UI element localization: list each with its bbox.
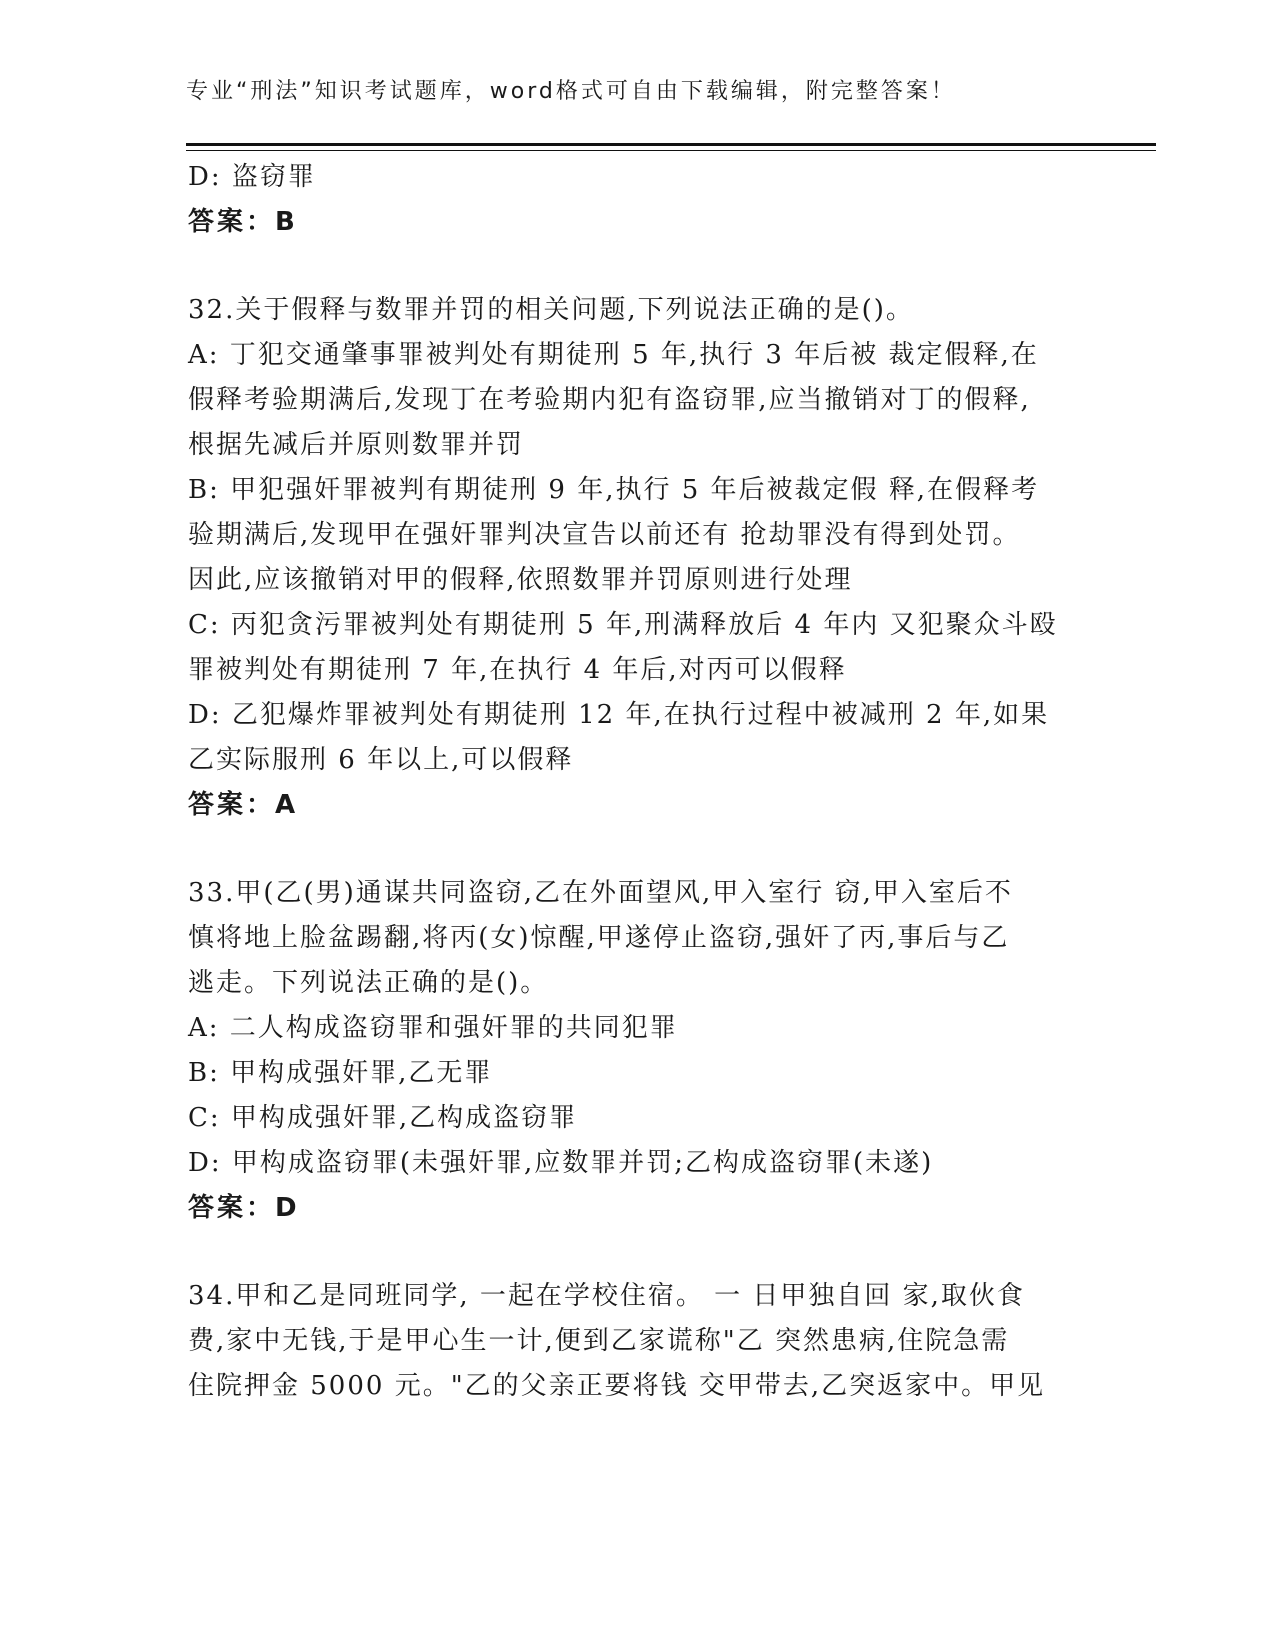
q32-option-a-line-3: 根据先减后并原则数罪并罚 (188, 430, 525, 460)
q32-option-b-line-1: B: 甲犯强奸罪被判有期徒刑 9 年,执行 5 年后被裁定假 释,在假释考 (188, 475, 1040, 505)
q32-option-d-line-2: 乙实际服刑 6 年以上,可以假释 (188, 745, 574, 775)
q33-option-b: B: 甲构成强奸罪,乙无罪 (188, 1058, 493, 1088)
page-header: 专业“刑法”知识考试题库，word格式可自由下载编辑，附完整答案！ (186, 79, 956, 104)
header-rule-thin (186, 150, 1156, 151)
q31-answer: 答案：B (188, 207, 298, 237)
q33-option-a: A: 二人构成盗窃罪和强奸罪的共同犯罪 (188, 1013, 678, 1043)
q33-stem-line-2: 慎将地上脸盆踢翻,将丙(女)惊醒,甲遂停止盗窃,强奸了丙,事后与乙 (188, 923, 1010, 953)
q32-option-c-line-1: C: 丙犯贪污罪被判处有期徒刑 5 年,刑满释放后 4 年内 又犯聚众斗殴 (188, 610, 1058, 640)
q32-answer: 答案：A (188, 790, 299, 820)
spacer (188, 1231, 1108, 1274)
q32-option-a-line-2: 假释考验期满后,发现丁在考验期内犯有盗窃罪,应当撤销对丁的假释, (188, 385, 1031, 415)
q34-stem-line-1: 34.甲和乙是同班同学, 一起在学校住宿。 一 日甲独自回 家,取伙食 (188, 1281, 1025, 1311)
q32-stem: 32.关于假释与数罪并罚的相关问题,下列说法正确的是()。 (188, 295, 914, 325)
q32-option-a-line-1: A: 丁犯交通肇事罪被判处有期徒刑 5 年,执行 3 年后被 裁定假释,在 (188, 340, 1039, 370)
q33-stem-line-1: 33.甲(乙(男)通谋共同盗窃,乙在外面望风,甲入室行 窃,甲入室后不 (188, 878, 1013, 908)
header-rule-thick (186, 143, 1156, 146)
document-body (188, 155, 1108, 1409)
q32-option-b-line-2: 验期满后,发现甲在强奸罪判决宣告以前还有 抢劫罪没有得到处罚。 (188, 520, 1021, 550)
q33-option-d: D: 甲构成盗窃罪(未强奸罪,应数罪并罚;乙构成盗窃罪(未遂) (188, 1148, 934, 1178)
spacer (188, 245, 1108, 288)
q33-option-c: C: 甲构成强奸罪,乙构成盗窃罪 (188, 1103, 578, 1133)
q34-stem-line-3: 住院押金 5000 元。"乙的父亲正要将钱 交甲带去,乙突返家中。甲见 (188, 1371, 1046, 1401)
spacer (188, 828, 1108, 871)
q33-stem-line-3: 逃走。下列说法正确的是()。 (188, 968, 549, 998)
q31-option-d: D: 盗窃罪 (188, 162, 316, 192)
q32-option-d-line-1: D: 乙犯爆炸罪被判处有期徒刑 12 年,在执行过程中被减刑 2 年,如果 (188, 700, 1050, 730)
q32-option-b-line-3: 因此,应该撤销对甲的假释,依照数罪并罚原则进行处理 (188, 565, 853, 595)
q34-stem-line-2: 费,家中无钱,于是甲心生一计,便到乙家谎称"乙 突然患病,住院急需 (188, 1326, 1010, 1356)
q32-option-c-line-2: 罪被判处有期徒刑 7 年,在执行 4 年后,对丙可以假释 (188, 655, 847, 685)
q33-answer: 答案：D (188, 1193, 300, 1223)
